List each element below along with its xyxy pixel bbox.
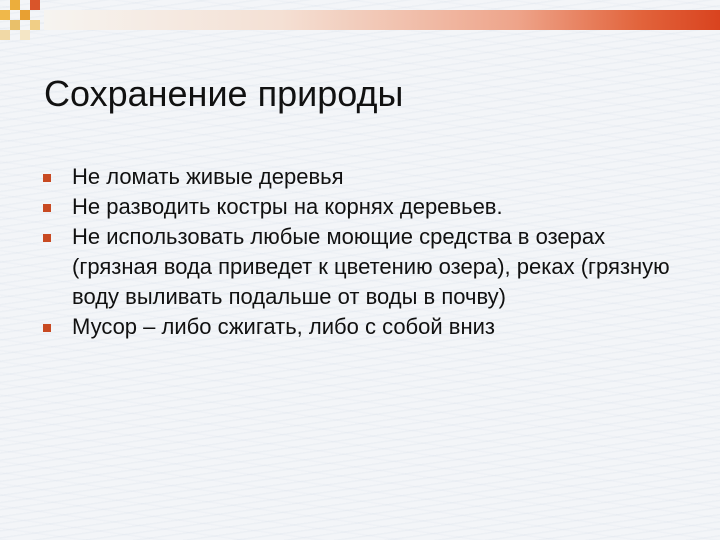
bullet-item [40,162,680,192]
bullet-text: Не использовать любые моющие средства в озерах (грязная вода приведет к цветению озера), реках (грязную воду выливать подальше от воды в почву) [72,224,670,309]
bullet-text: Не ломать живые деревья [72,164,344,189]
slide-title: Сохранение природы [44,73,404,114]
bullet-text: Не разводить костры на корнях деревьев. [72,194,503,219]
bullet-item [40,192,680,222]
square-bullet-icon [43,174,51,182]
top-decorative-band [44,10,720,30]
bullet-item [40,222,680,312]
square-bullet-icon [43,204,51,212]
bullet-list [40,162,680,342]
bullet-text: Мусор – либо сжигать, либо с собой вниз [72,314,496,339]
square-bullet-icon [43,234,51,242]
square-bullet-icon [43,324,51,332]
checker-ornament-icon [0,0,46,46]
bullet-item [40,312,680,342]
